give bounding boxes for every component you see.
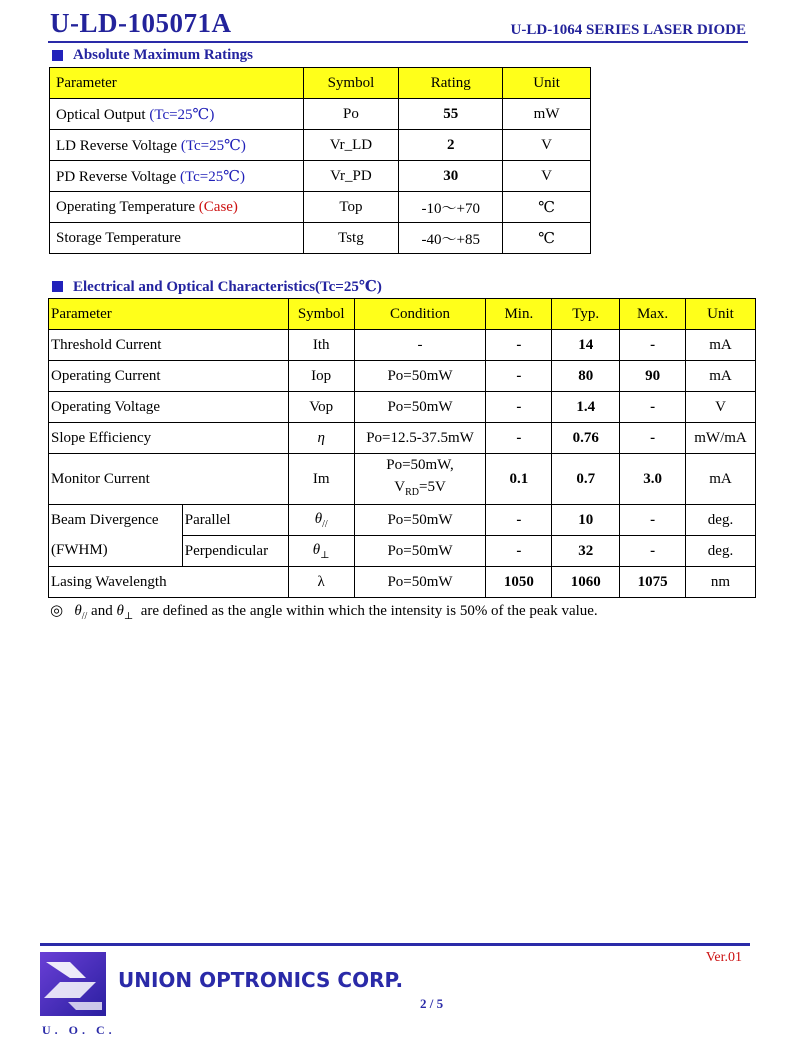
parameter-cell: Slope Efficiency — [49, 423, 289, 454]
unit-cell: ℃ — [503, 192, 591, 223]
typ-cell: 10 — [552, 505, 620, 536]
parameter-cell — [50, 223, 304, 254]
symbol-cell: Vr_PD — [303, 161, 399, 192]
rating-cell: 55 — [399, 99, 503, 130]
parameter-condition: (Tc=25℃) — [149, 106, 215, 123]
condition-value: =5V — [418, 479, 446, 495]
symbol-cell: Vr_LD — [303, 130, 399, 161]
logo-text: U. O. C. — [42, 1023, 116, 1037]
max-cell: - — [620, 392, 686, 423]
table-row — [49, 505, 756, 536]
symbol-cell: Tstg — [303, 223, 399, 254]
parameter-cell: (FWHM) — [49, 536, 183, 567]
min-cell: 0.1 — [486, 454, 552, 505]
column-header: Min. — [486, 299, 552, 330]
section-heading-absolute-max — [52, 47, 253, 64]
condition-cell: Po=50mW — [354, 505, 486, 536]
symbol-cell — [288, 505, 354, 536]
table-row — [50, 223, 591, 254]
table-row — [49, 392, 756, 423]
typ-cell: 80 — [552, 361, 620, 392]
condition-cell: Po=12.5-37.5mW — [354, 423, 486, 454]
table-row — [49, 454, 756, 505]
unit-cell: V — [503, 130, 591, 161]
note-and: and — [91, 603, 113, 619]
column-header: Symbol — [288, 299, 354, 330]
section-heading-text: Electrical and Optical Characteristics(Tc=25℃) — [73, 279, 382, 295]
symbol-theta: θ — [312, 541, 321, 558]
condition-line — [355, 476, 486, 504]
max-cell: 90 — [620, 361, 686, 392]
typ-cell: 0.76 — [552, 423, 620, 454]
symbol-cell: Im — [288, 454, 354, 505]
unit-cell: ℃ — [503, 223, 591, 254]
table-row — [49, 361, 756, 392]
min-cell: - — [486, 392, 552, 423]
note-theta: θ — [116, 603, 124, 619]
rating-cell: -10～+70 — [399, 192, 503, 223]
min-cell: 1050 — [486, 567, 552, 598]
unit-cell: deg. — [686, 505, 756, 536]
min-cell: - — [486, 505, 552, 536]
unit-cell: mA — [686, 330, 756, 361]
condition-cell — [354, 454, 486, 505]
condition-subscript: RD — [405, 487, 419, 498]
absolute-max-ratings-table — [49, 67, 591, 254]
rating-cell: 2 — [399, 130, 503, 161]
note-mark: ◎ — [50, 603, 64, 619]
parameter-name: Operating Temperature — [56, 198, 196, 215]
condition-line: Po=50mW, — [386, 457, 454, 473]
table-row — [49, 423, 756, 454]
section-heading-electrical — [52, 277, 382, 296]
column-header: Rating — [399, 68, 503, 99]
parameter-cell: Operating Voltage — [49, 392, 289, 423]
max-cell: - — [620, 505, 686, 536]
symbol-cell: Iop — [288, 361, 354, 392]
symbol-subscript: // — [322, 518, 328, 530]
series-label: U-LD-1064 SERIES LASER DIODE — [510, 22, 746, 38]
electrical-optical-table — [48, 298, 756, 598]
rating-cell: -40～+85 — [399, 223, 503, 254]
unit-cell: mA — [686, 454, 756, 505]
subparameter-cell: Perpendicular — [182, 536, 288, 567]
parameter-cell — [50, 130, 304, 161]
note-text: are defined as the angle within which the intensity is 50% of the peak value. — [140, 603, 598, 619]
column-header: Typ. — [552, 299, 620, 330]
section-heading-text: Absolute Maximum Ratings — [73, 47, 254, 63]
parameter-cell: Beam Divergence — [49, 505, 183, 536]
symbol-cell: Po — [303, 99, 399, 130]
typ-cell: 14 — [552, 330, 620, 361]
min-cell: - — [486, 330, 552, 361]
symbol-cell: Top — [303, 192, 399, 223]
symbol-cell: η — [288, 423, 354, 454]
max-cell: - — [620, 536, 686, 567]
unit-cell: nm — [686, 567, 756, 598]
parameter-cell: Threshold Current — [49, 330, 289, 361]
symbol-cell — [288, 536, 354, 567]
min-cell: - — [486, 536, 552, 567]
parameter-cell: Monitor Current — [49, 454, 289, 505]
column-header: Parameter — [50, 68, 304, 99]
symbol-theta: θ — [314, 510, 323, 527]
parameter-cell — [50, 161, 304, 192]
unit-cell: mW — [503, 99, 591, 130]
condition-cell: Po=50mW — [354, 392, 486, 423]
parameter-condition: (Tc=25℃) — [180, 137, 246, 154]
page-number: 2 / 5 — [420, 996, 444, 1011]
bullet-square-icon — [52, 50, 63, 61]
document-title: U-LD-105071A — [50, 8, 232, 38]
max-cell: - — [620, 423, 686, 454]
footnote — [50, 601, 598, 622]
table-row — [50, 161, 591, 192]
note-theta: θ — [74, 603, 82, 619]
condition-cell: Po=50mW — [354, 567, 486, 598]
symbol-cell: λ — [288, 567, 354, 598]
min-cell: - — [486, 361, 552, 392]
unit-cell: mA — [686, 361, 756, 392]
header-rule — [48, 41, 748, 43]
typ-cell: 1060 — [552, 567, 620, 598]
typ-cell: 0.7 — [552, 454, 620, 505]
unit-cell: V — [686, 392, 756, 423]
symbol-cell: Vop — [288, 392, 354, 423]
column-header: Parameter — [49, 299, 289, 330]
parameter-cell: Lasing Wavelength — [49, 567, 289, 598]
footer-rule — [40, 943, 750, 946]
table-row — [50, 192, 591, 223]
parameter-condition: (Case) — [198, 198, 238, 215]
table-row — [50, 130, 591, 161]
company-name: UNION OPTRONICS CORP. — [118, 968, 404, 992]
condition-v: V — [394, 479, 406, 495]
column-header: Symbol — [303, 68, 399, 99]
parameter-name: PD Reverse Voltage — [56, 168, 177, 185]
symbol-cell: Ith — [288, 330, 354, 361]
table-row — [50, 99, 591, 130]
unit-cell: deg. — [686, 536, 756, 567]
column-header: Unit — [503, 68, 591, 99]
table-header-row — [50, 68, 591, 99]
column-header: Condition — [354, 299, 486, 330]
typ-cell: 32 — [552, 536, 620, 567]
parameter-cell: Operating Current — [49, 361, 289, 392]
rating-cell: 30 — [399, 161, 503, 192]
parameter-cell — [50, 192, 304, 223]
max-cell: 3.0 — [620, 454, 686, 505]
parameter-name: Storage Temperature — [56, 229, 181, 246]
column-header: Unit — [686, 299, 756, 330]
condition-cell: - — [354, 330, 486, 361]
parameter-cell — [50, 99, 304, 130]
subparameter-cell: Parallel — [182, 505, 288, 536]
table-row — [49, 330, 756, 361]
uoc-logo-icon — [40, 952, 106, 1016]
max-cell: 1075 — [620, 567, 686, 598]
condition-cell: Po=50mW — [354, 536, 486, 567]
table-header-row — [49, 299, 756, 330]
note-subscript-perpendicular: ⊥ — [123, 611, 134, 622]
condition-cell: Po=50mW — [354, 361, 486, 392]
min-cell: - — [486, 423, 552, 454]
typ-cell: 1.4 — [552, 392, 620, 423]
table-row — [49, 536, 756, 567]
column-header: Max. — [620, 299, 686, 330]
note-subscript-parallel: // — [81, 611, 88, 622]
parameter-name: Optical Output — [56, 106, 146, 123]
parameter-name: LD Reverse Voltage — [56, 137, 178, 154]
unit-cell: mW/mA — [686, 423, 756, 454]
symbol-subscript: ⊥ — [320, 549, 330, 561]
unit-cell: V — [503, 161, 591, 192]
max-cell: - — [620, 330, 686, 361]
version-label: Ver.01 — [705, 950, 742, 965]
parameter-condition: (Tc=25℃) — [180, 168, 246, 185]
table-row — [49, 567, 756, 598]
bullet-square-icon — [52, 281, 63, 292]
